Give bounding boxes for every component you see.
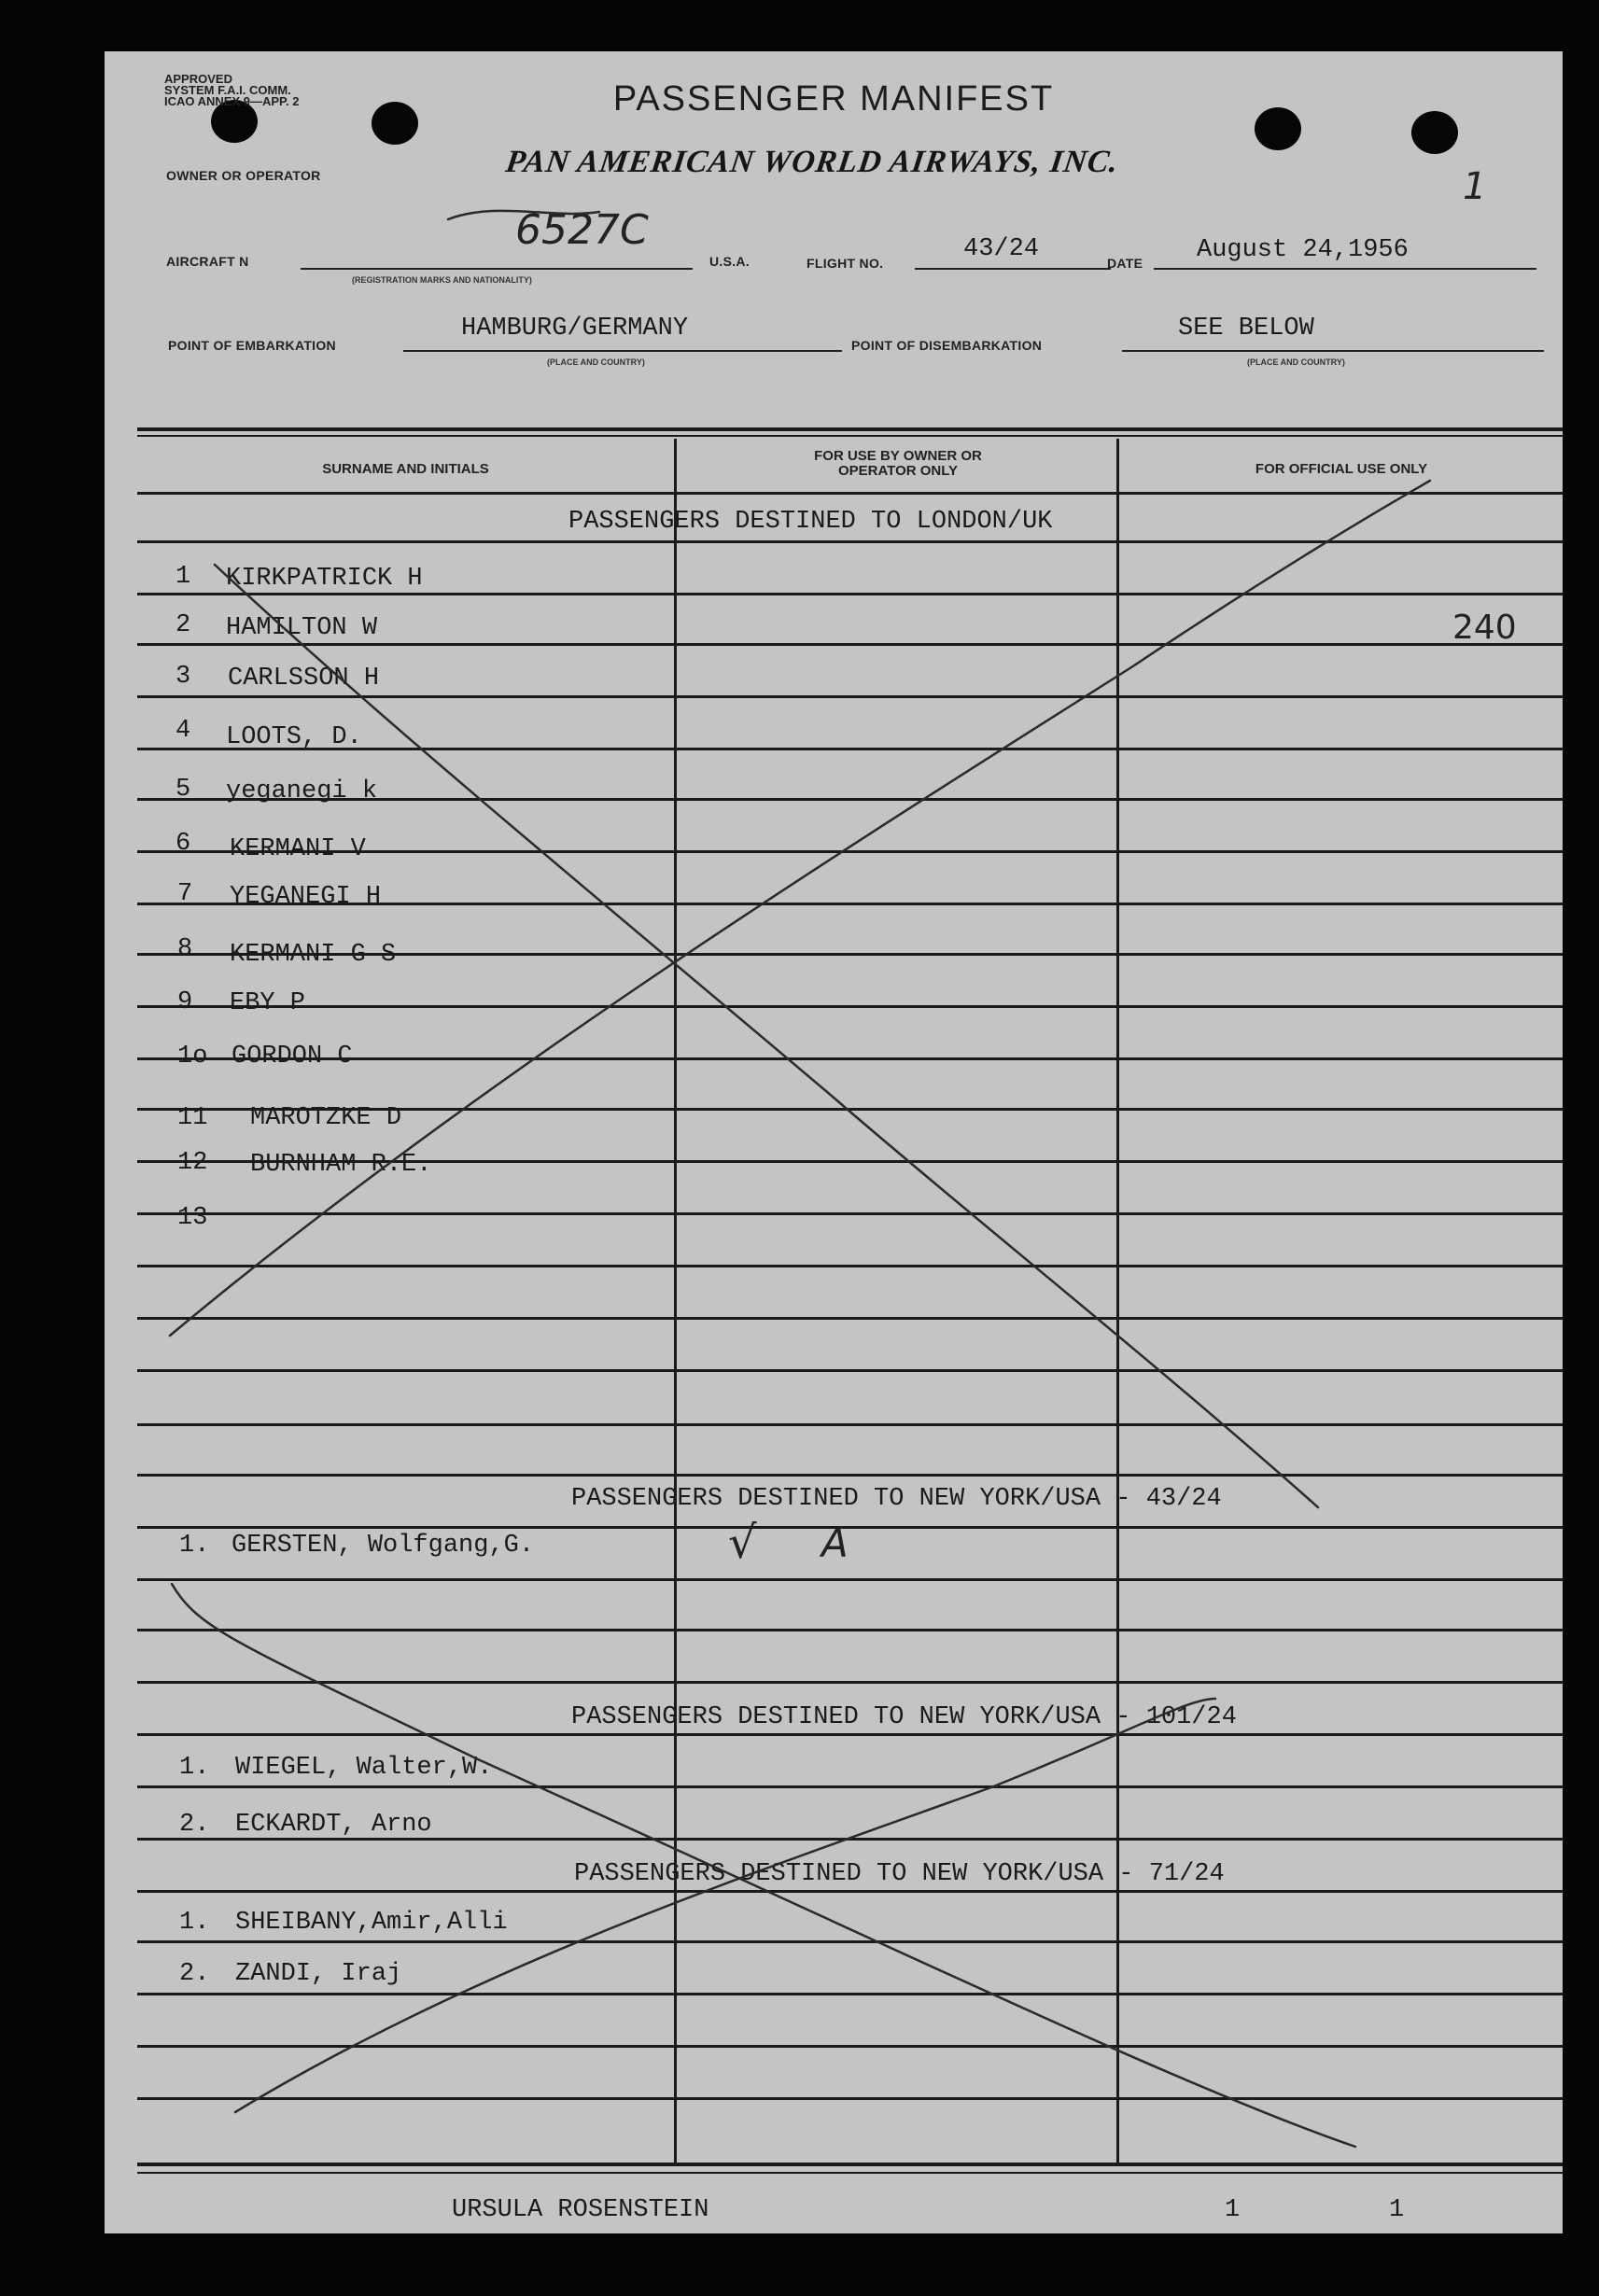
row-number: 5 <box>175 776 191 804</box>
row-number: 11 <box>177 1104 208 1132</box>
surname-column-header: SURNAME AND INITIALS <box>322 461 489 477</box>
row-number: 13 <box>177 1204 208 1232</box>
row-number: 1o <box>177 1043 208 1071</box>
page-mark: 1 <box>1463 165 1487 208</box>
cancellation-strokes <box>105 51 1563 2233</box>
row-number: 2. <box>179 1811 210 1839</box>
footer-count: 1 <box>1225 2196 1241 2224</box>
approval-note: APPROVED SYSTEM F.A.I. COMM. ICAO ANNEX 9—APP. 2 <box>164 72 300 108</box>
row-number: 8 <box>177 935 193 963</box>
embarkation-value: HAMBURG/GERMANY <box>461 315 689 343</box>
carrier-name: PAN AMERICAN WORLD AIRWAYS, INC. <box>503 145 1121 179</box>
row-number: 12 <box>177 1149 208 1177</box>
page-title: PASSENGER MANIFEST <box>612 79 1055 119</box>
owner-column-header: FOR USE BY OWNER OR OPERATOR ONLY <box>814 448 982 479</box>
passenger-name: EBY P <box>230 989 306 1017</box>
passenger-name: KIRKPATRICK H <box>226 565 423 593</box>
passenger-name: ZANDI, Iraj <box>235 1960 402 1988</box>
embarkation-place-caption: (PLACE AND COUNTRY) <box>547 357 645 367</box>
row-number: 9 <box>177 988 193 1016</box>
row-number: 7 <box>177 880 193 908</box>
section-heading-london: PASSENGERS DESTINED TO LONDON/UK <box>568 508 1053 536</box>
strike-line <box>172 1584 1355 2147</box>
passenger-name: KERMANI V <box>230 835 366 863</box>
row-number: 6 <box>175 830 191 858</box>
strike-line <box>235 1699 1215 2112</box>
flight-label: FLIGHT NO. <box>807 256 884 271</box>
footer-count: 1 <box>1389 2196 1405 2224</box>
owner-mark: A <box>821 1520 849 1566</box>
registration-caption: (REGISTRATION MARKS AND NATIONALITY) <box>352 275 532 285</box>
flight-number: 43/24 <box>963 235 1040 263</box>
row-number: 4 <box>175 717 191 745</box>
disembarkation-value: SEE BELOW <box>1178 315 1314 343</box>
aircraft-label: AIRCRAFT N <box>166 254 249 269</box>
passenger-name: LOOTS, D. <box>226 723 362 751</box>
passenger-name: MAROTZKE D <box>250 1104 402 1132</box>
owner-label: OWNER OR OPERATOR <box>166 168 321 183</box>
passenger-name: BURNHAM R.E. <box>250 1151 432 1179</box>
passenger-name: ECKARDT, Arno <box>235 1811 432 1839</box>
passenger-name: KERMANI G S <box>230 941 397 969</box>
passenger-name: SHEIBANY,Amir,Alli <box>235 1909 508 1937</box>
strike-line <box>170 481 1430 1336</box>
strike-line <box>215 565 1318 1507</box>
footer-name: URSULA ROSENSTEIN <box>452 2196 709 2224</box>
row-number: 1. <box>179 1532 210 1560</box>
disembarkation-label: POINT OF DISEMBARKATION <box>851 338 1043 353</box>
embarkation-label: POINT OF EMBARKATION <box>168 338 336 353</box>
section-heading-ny-43: PASSENGERS DESTINED TO NEW YORK/USA - 43/24 <box>571 1485 1222 1513</box>
row-number: 2. <box>179 1960 210 1988</box>
strike-mark <box>448 211 599 219</box>
passenger-name: CARLSSON H <box>228 665 380 693</box>
usa-label: U.S.A. <box>709 254 750 269</box>
check-mark: √ <box>728 1517 757 1569</box>
aircraft-value: 6527C <box>515 206 649 254</box>
disembarkation-place-caption: (PLACE AND COUNTRY) <box>1247 357 1345 367</box>
passenger-name: HAMILTON W <box>226 614 378 642</box>
passenger-name: YEGANEGI H <box>230 883 382 911</box>
official-note: 240 <box>1452 609 1517 647</box>
section-heading-ny-101: PASSENGERS DESTINED TO NEW YORK/USA - 101/24 <box>571 1703 1237 1731</box>
row-number: 1 <box>175 563 191 591</box>
passenger-name: WIEGEL, Walter,W. <box>235 1754 493 1782</box>
row-number: 2 <box>175 611 191 639</box>
section-heading-ny-71: PASSENGERS DESTINED TO NEW YORK/USA - 71/24 <box>574 1860 1225 1888</box>
row-number: 3 <box>175 663 191 691</box>
date-value: August 24,1956 <box>1197 236 1409 264</box>
manifest-page <box>105 51 1563 2233</box>
row-number: 1. <box>179 1754 210 1782</box>
passenger-name: GERSTEN, Wolfgang,G. <box>231 1532 535 1560</box>
date-label: DATE <box>1107 256 1143 271</box>
official-column-header: FOR OFFICIAL USE ONLY <box>1255 461 1428 477</box>
row-number: 1. <box>179 1909 210 1937</box>
passenger-name: yeganegi k <box>226 777 378 805</box>
passenger-name: GORDON C <box>231 1043 353 1071</box>
